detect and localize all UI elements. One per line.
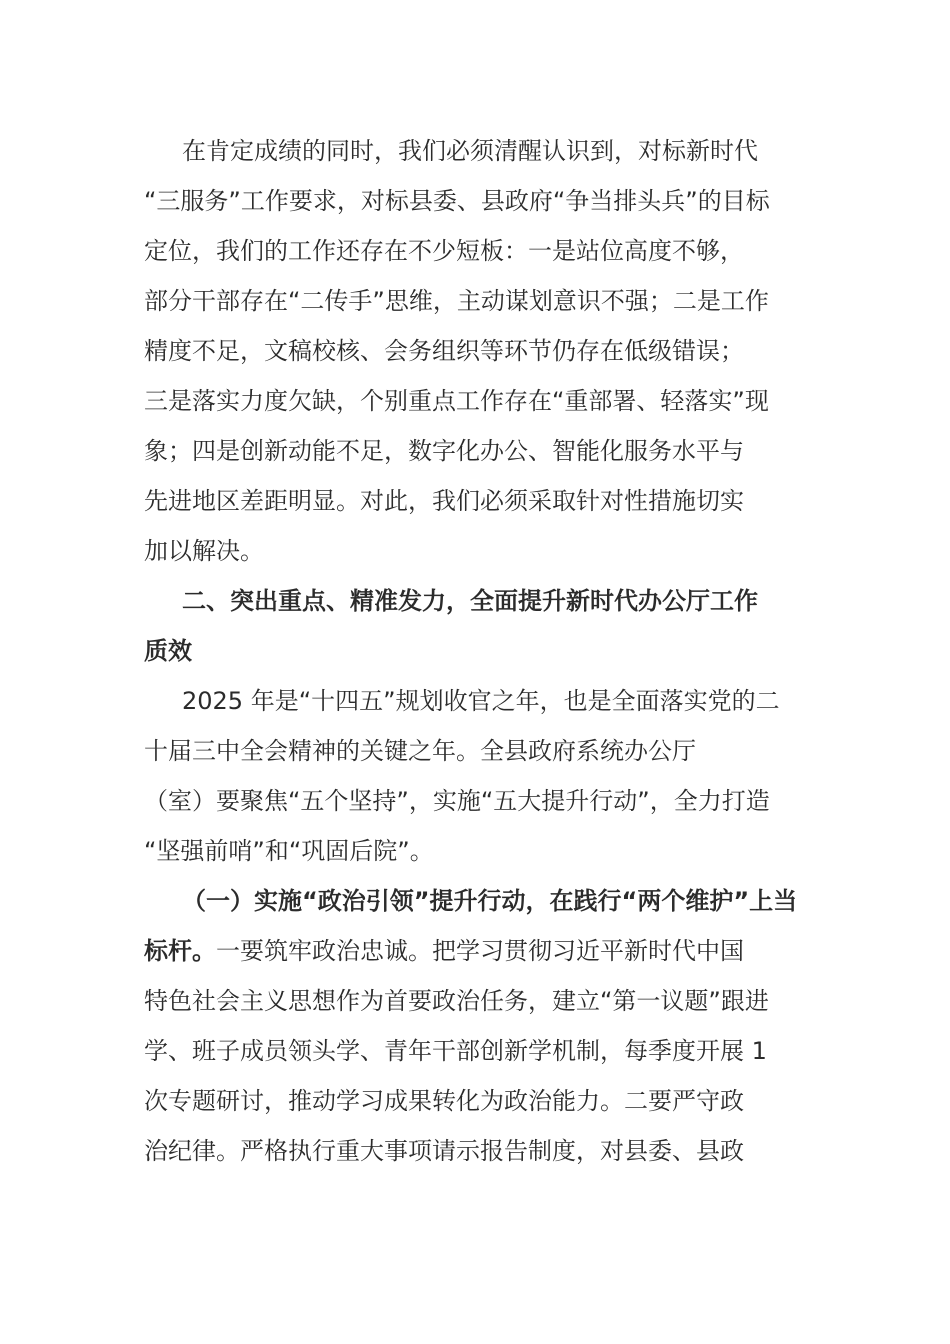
text-run: 一要筑牢政治忠诚。把学习贯彻习近平新时代中国	[216, 937, 744, 965]
heading-line: 二、突出重点、精准发力，全面提升新时代办公厅工作	[182, 587, 758, 615]
text-line: 定位，我们的工作还存在不少短板：一是站位高度不够，	[144, 237, 744, 265]
text-line: 学、班子成员领头学、青年干部创新学机制，每季度开展 1	[144, 1037, 767, 1065]
paragraph-shortcomings	[144, 126, 808, 576]
text-line: 2025 年是“十四五”规划收官之年，也是全面落实党的二	[182, 687, 780, 715]
text-line: 先进地区差距明显。对此，我们必须采取针对性措施切实	[144, 487, 744, 515]
text-line: 象；四是创新动能不足，数字化办公、智能化服务水平与	[144, 437, 744, 465]
text-line: 十届三中全会精神的关键之年。全县政府系统办公厅	[144, 737, 696, 765]
subheading-tail: 标杆。	[144, 937, 216, 965]
section-heading	[144, 576, 808, 676]
text-line: 加以解决。	[144, 537, 264, 565]
text-line	[144, 926, 808, 976]
paragraph-political-guidance	[144, 876, 808, 1176]
text-line: 三是落实力度欠缺，个别重点工作存在“重部署、轻落实”现	[144, 387, 769, 415]
subheading-line: （一）实施“政治引领”提升行动，在践行“两个维护”上当	[182, 887, 798, 915]
text-line: 特色社会主义思想作为首要政治任务，建立“第一议题”跟进	[144, 987, 769, 1015]
text-line: （室）要聚焦“五个坚持”，实施“五大提升行动”，全力打造	[144, 787, 770, 815]
text-line: 治纪律。严格执行重大事项请示报告制度，对县委、县政	[144, 1137, 744, 1165]
text-line: “坚强前哨”和“巩固后院”。	[144, 837, 434, 865]
paragraph-2025-overview	[144, 676, 808, 876]
text-line: 部分干部存在“二传手”思维，主动谋划意识不强；二是工作	[144, 287, 769, 315]
text-line: “三服务”工作要求，对标县委、县政府“争当排头兵”的目标	[144, 187, 770, 215]
text-line: 在肯定成绩的同时，我们必须清醒认识到，对标新时代	[182, 137, 758, 165]
document-body	[144, 126, 808, 1176]
text-line: 精度不足，文稿校核、会务组织等环节仍存在低级错误；	[144, 337, 744, 365]
text-line: 次专题研讨，推动学习成果转化为政治能力。二要严守政	[144, 1087, 744, 1115]
heading-line: 质效	[144, 637, 192, 665]
